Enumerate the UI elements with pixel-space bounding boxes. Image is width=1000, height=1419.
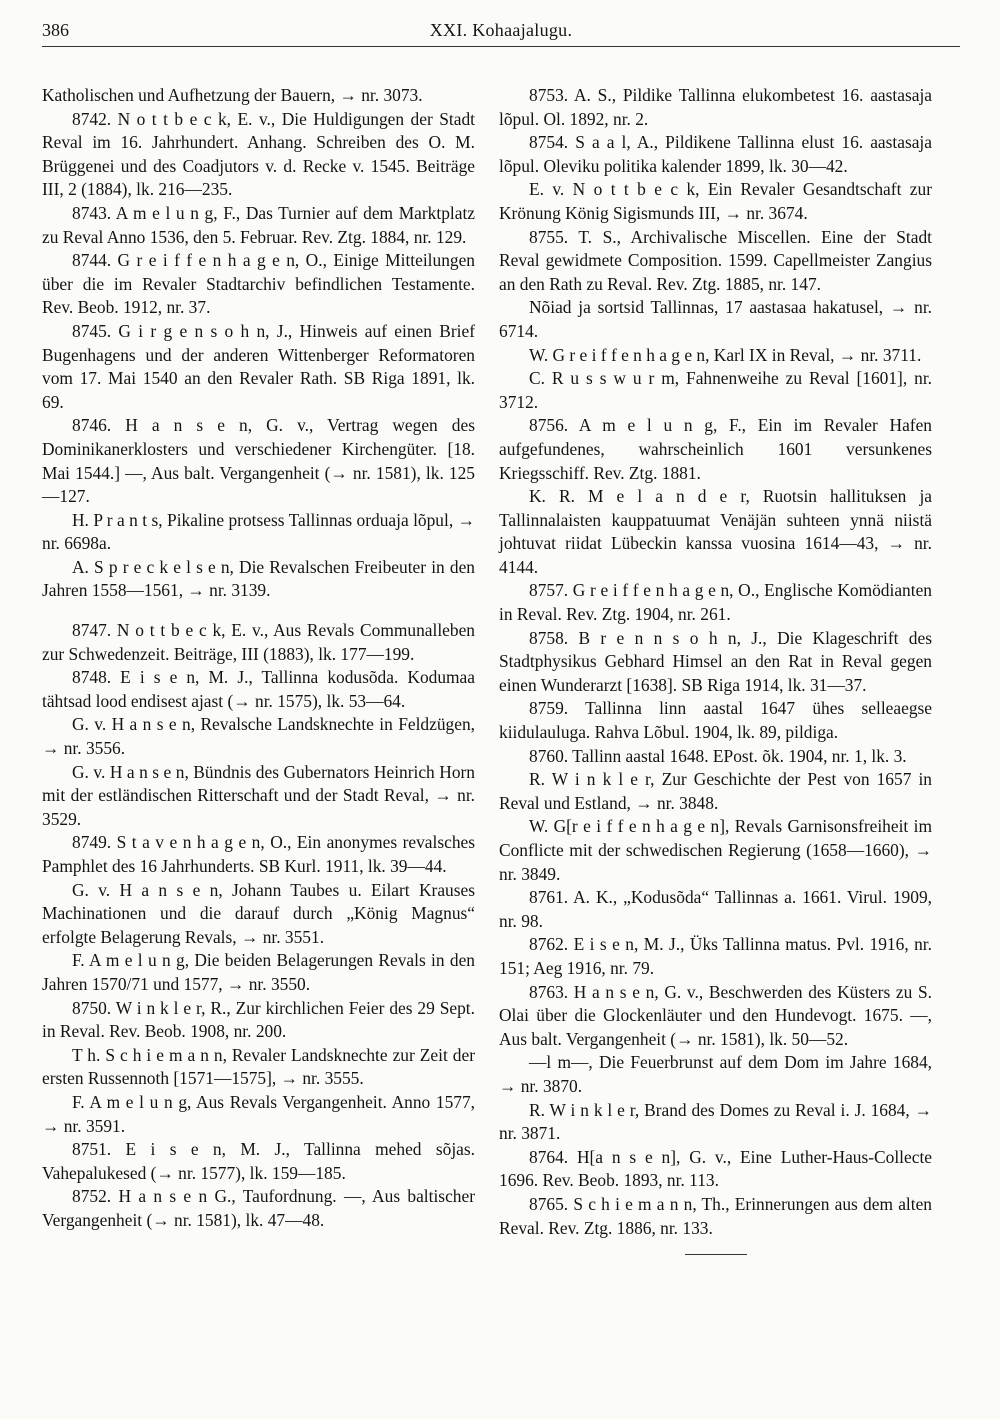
entry-ref-greiffenhagen: W. G r e i f f e n h a g e n, Karl IX in Reval, → nr. 3711.	[529, 344, 922, 365]
entry-8760: 8760. Tallinn aastal 1648. EPost. õk. 1904, nr. 1, lk. 3.	[529, 745, 907, 766]
entry-ref-lm: —l m—, Die Feuerbrunst auf dem Dom im Jahre 1684, → nr. 3870.	[499, 1052, 932, 1096]
entry-8761: 8761. A. K., „Kodusõda“ Tallinnas a. 1661. Virul. 1909, nr. 98.	[499, 887, 932, 931]
entry-ref-winkler-2: R. W i n k l e r, Brand des Domes zu Reval i. J. 1684, → nr. 3871.	[499, 1099, 932, 1144]
entry-8748: 8748. E i s e n, M. J., Tallinna kodusõda. Kodumaa tähtsad lood endisest ajast (→ nr. 1575), lk. 53—64.	[42, 667, 475, 711]
entry-continuation: Katholischen und Aufhetzung der Bauern, → nr. 3073.	[42, 85, 423, 105]
entry-8751: 8751. E i s e n, M. J., Tallinna mehed sõjas. Vahepalukesed (→ nr. 1577), lk. 159—185.	[42, 1139, 475, 1183]
entry-8753: 8753. A. S., Pildike Tallinna elukombetest 16. aastasaja lõpul. Ol. 1892, nr. 2.	[499, 85, 932, 129]
entry-ref-winkler-1: R. W i n k l e r, Zur Geschichte der Pest von 1657 in Reval und Estland, → nr. 3848.	[499, 769, 932, 813]
entry-8749: 8749. S t a v e n h a g e n, O., Ein anonymes revalsches Pamphlet des 16 Jahrhunderts. SB Kurl. 1911, lk. 39—44.	[42, 832, 475, 876]
entry-ref-russwurm: C. R u s s w u r m, Fahnenweihe zu Reval [1601], nr. 3712.	[499, 368, 932, 412]
entry-8752: 8752. H a n s e n G., Taufordnung. —, Aus baltischer Vergangenheit (→ nr. 1581), lk. 47—48.	[42, 1186, 475, 1230]
section-gap	[42, 603, 475, 619]
entry-ref-hansen-1: G. v. H a n s e n, Revalsche Landsknechte in Feldzügen, → nr. 3556.	[42, 714, 475, 759]
entry-8758: 8758. B r e n n s o h n, J., Die Klageschrift des Stadtphysikus Gebhard Himsel an den Rat in Reval gegen einen Wunderarzt [1638]. SB Riga 1914, lk. 31—37.	[499, 627, 932, 695]
entry-ref-amelung-2: F. A m e l u n g, Aus Revals Vergangenheit. Anno 1577, → nr. 3591.	[42, 1091, 475, 1136]
entry-ref-hansen-2: G. v. H a n s e n, Bündnis des Gubernators Heinrich Horn mit der estländischen Ritterschaft und der Stadt Reval, → nr. 3529.	[42, 761, 475, 829]
entry-ref-schiemann: T h. S c h i e m a n n, Revaler Landsknechte zur Zeit der ersten Russennoth [1571—1575], → nr. 3555.	[42, 1044, 475, 1089]
entry-ref-spreckelsen: A. S p r e c k e l s e n, Die Revalschen Freibeuter in den Jahren 1558—1561, → nr. 3139.	[42, 556, 475, 601]
header-rule	[42, 46, 960, 47]
entry-8745: 8745. G i r g e n s o h n, J., Hinweis auf einen Brief Bugenhagens und der anderen Wittenberger Reformatoren vom 17. Mai 1540 an den Revaler Rath. SB Riga 1891, lk. 69.	[42, 320, 475, 412]
entry-ref-greiffenhagen-2: W. G[r e i f f e n h a g e n], Revals Garnisonsfreiheit im Conflicte mit der schwedischen Regierung (1658—1660), → nr. 3849.	[499, 816, 932, 884]
entry-ref-hansen-3: G. v. H a n s e n, Johann Taubes u. Eilart Krauses Machinationen und die darauf durch „König Magnus“ erfolgte Belagerung Revals, → nr. 3551.	[42, 879, 475, 947]
entry-ref-amelung-1: F. A m e l u n g, Die beiden Belagerungen Revals in den Jahren 1570/71 und 1577, → nr. 3550.	[42, 950, 475, 994]
entry-8744: 8744. G r e i f f e n h a g e n, O., Einige Mitteilungen über die im Revaler Stadtarchiv befindlichen Testamente. Rev. Beob. 1912, nr. 37.	[42, 250, 475, 318]
entry-ref-prants: H. P r a n t s, Pikaline protsess Tallinnas orduaja lõpul, → nr. 6698a.	[42, 509, 475, 554]
entry-8742: 8742. N o t t b e c k, E. v., Die Huldigungen der Stadt Reval im 16. Jahrhundert. Anhang. Schreiben des O. M. Brüggenei und des Coadjutors v. d. Recke v. 1545. Beiträge III, 2 (1884), lk. 216—235.	[42, 108, 475, 200]
entry-8756: 8756. A m e l u n g, F., Ein im Revaler Hafen aufgefundenes, wahrscheinlich 1601 versunkenes Kriegsschiff. Rev. Ztg. 1881.	[499, 415, 932, 483]
entry-8762: 8762. E i s e n, M. J., Üks Tallinna matus. Pvl. 1916, nr. 151; Aeg 1916, nr. 79.	[499, 934, 932, 978]
left-column	[42, 84, 475, 1233]
entry-8747: 8747. N o t t b e c k, E. v., Aus Revals Communalleben zur Schwedenzeit. Beiträge, III (1883), lk. 177—199.	[42, 620, 475, 664]
entry-8759: 8759. Tallinna linn aastal 1647 ühes selleaegse kiidulauluga. Rahva Lõbul. 1904, lk. 89, pildiga.	[499, 698, 932, 743]
entry-8743: 8743. A m e l u n g, F., Das Turnier auf dem Marktplatz zu Reval Anno 1536, den 5. Februar. Rev. Ztg. 1884, nr. 129.	[42, 202, 475, 247]
entry-ref-melander: K. R. M e l a n d e r, Ruotsin hallituksen ja Tallinnalaisten kauppatuumat Venäjän suhteen ynnä niistä johtuvat riidat Lübeckin kanssa vuosina 1614—43, → nr. 4144.	[499, 486, 932, 577]
entry-8754: 8754. S a a l, A., Pildikene Tallinna elust 16. aastasaja lõpul. Oleviku politika kalender 1899, lk. 30—42.	[499, 132, 932, 176]
entry-ref-noiad: Nõiad ja sortsid Tallinnas, 17 aastasaa hakatusel, → nr. 6714.	[499, 297, 932, 341]
entry-8757: 8757. G r e i f f e n h a g e n, O., Englische Komödianten in Reval. Rev. Ztg. 1904, nr. 261.	[499, 580, 932, 625]
entry-8755: 8755. T. S., Archivalische Miscellen. Eine der Stadt Reval gewidmete Composition. 1599. Capellmeister Zangius an den Rath zu Reval. Rev. Ztg. 1885, nr. 147.	[499, 226, 932, 294]
entry-ref-nottbeck: E. v. N o t t b e c k, Ein Revaler Gesandtschaft zur Krönung König Sigismunds III, → nr. 3674.	[499, 179, 932, 223]
entry-8746: 8746. H a n s e n, G. v., Vertrag wegen des Dominikanerklosters und verschiedener Kirchengüter. [18. Mai 1544.] —, Aus balt. Vergangenheit (→ nr. 1581), lk. 125—127.	[42, 415, 475, 507]
page-number: 386	[42, 20, 69, 40]
right-column	[499, 84, 932, 1255]
end-rule	[685, 1254, 747, 1255]
running-head: XXI. Kohaajalugu.	[429, 20, 573, 40]
entry-8765: 8765. S c h i e m a n n, Th., Erinnerungen aus dem alten Reval. Rev. Ztg. 1886, nr. 133.	[499, 1193, 932, 1238]
entry-8764: 8764. H[a n s e n], G. v., Eine Luther-Haus-Collecte 1696. Rev. Beob. 1893, nr. 113.	[499, 1146, 932, 1191]
entry-8763: 8763. H a n s e n, G. v., Beschwerden des Küsters zu S. Olai über die Glockenläuter und den Hundevogt. 1675. —, Aus balt. Vergangenheit (→ nr. 1581), lk. 50—52.	[499, 981, 932, 1049]
entry-8750: 8750. W i n k l e r, R., Zur kirchlichen Feier des 29 Sept. in Reval. Rev. Beob. 1908, nr. 200.	[42, 997, 475, 1042]
